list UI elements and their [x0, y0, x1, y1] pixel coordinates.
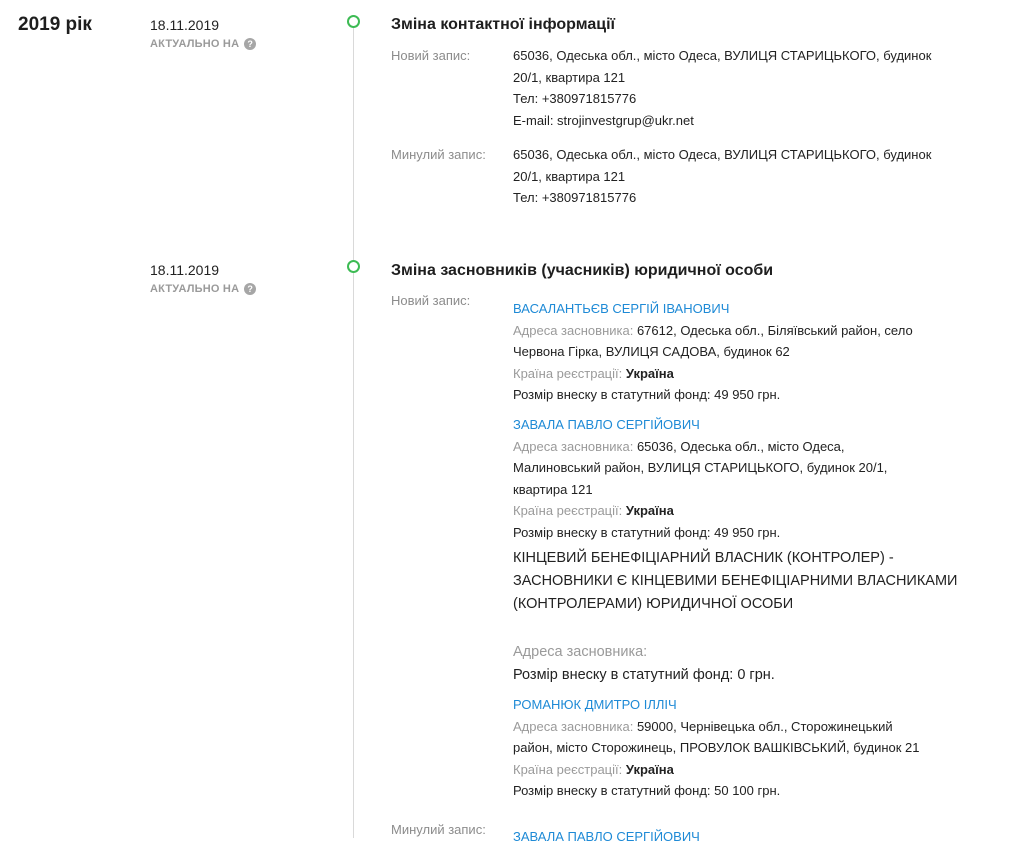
record-line: Тел: +380971815776 [513, 91, 637, 106]
address-label: Адреса засновника: [513, 438, 634, 454]
founder-name-link[interactable]: ЗАВАЛА ПАВЛО СЕРГІЙОВИЧ [513, 829, 700, 844]
record-line: 65036, Одеська обл., місто Одеса, ВУЛИЦЯ СТАРИЦЬКОГО, будинок [513, 48, 932, 63]
founder-entry [513, 694, 973, 802]
timeline-dot [347, 15, 360, 28]
address-label: Адреса засновника: [513, 644, 648, 660]
founder-address [513, 716, 973, 738]
founder-contribution: Розмір внеску в статутний фонд: 49 950 грн. [513, 387, 781, 402]
beneficiary-details [513, 641, 973, 687]
country-value: Україна [625, 761, 674, 777]
beneficiary-line: КІНЦЕВИЙ БЕНЕФІЦІАРНИЙ ВЛАСНИК (КОНТРОЛЕР) - [513, 550, 894, 566]
timeline-line [353, 24, 354, 838]
country-label: Країна реєстрації: [513, 365, 623, 381]
address-value: 65036, Одеська обл., місто Одеса, [636, 438, 845, 454]
founder-contribution: Розмір внеску в статутний фонд: 49 950 грн. [513, 524, 781, 540]
address-value: 67612, Одеська обл., Біляївський район, село [636, 322, 913, 338]
founder-country [513, 500, 973, 522]
address-value: район, місто Сторожинець, ПРОВУЛОК ВАШКІВСЬКИЙ, будинок 21 [513, 740, 920, 755]
old-record-label: Минулий запис: [391, 147, 486, 162]
address-value: квартира 121 [513, 481, 593, 497]
address-value: Малиновський район, ВУЛИЦЯ СТАРИЦЬКОГО, будинок 20/1, [513, 460, 888, 475]
actual-on-text: АКТУАЛЬНО НА [150, 38, 240, 50]
beneficiary-line: (КОНТРОЛЕРАМИ) ЮРИДИЧНОЇ ОСОБИ [513, 596, 794, 612]
record-line: Тел: +380971815776 [513, 190, 637, 205]
address-label: Адреса засновника: [513, 718, 634, 734]
old-record-value [513, 144, 973, 209]
new-record-label: Новий запис: [391, 293, 471, 308]
actual-on-text: АКТУАЛЬНО НА [150, 283, 240, 295]
help-icon[interactable]: ? [244, 283, 256, 295]
founder-entry [513, 826, 973, 848]
record-line: E-mail: strojinvestgrup@ukr.net [513, 112, 694, 128]
founder-name-link[interactable]: РОМАНЮК ДМИТРО ІЛЛІЧ [513, 697, 677, 712]
record-line: 20/1, квартира 121 [513, 168, 626, 184]
beneficiary-contribution: Розмір внеску в статутний фонд: 0 грн. [513, 667, 775, 683]
founder-address [513, 320, 973, 342]
country-value: Україна [625, 365, 674, 381]
founder-entry [513, 414, 973, 543]
country-label: Країна реєстрації: [513, 761, 623, 777]
event-date: 18.11.2019 [150, 17, 220, 33]
founder-name-link[interactable]: ЗАВАЛА ПАВЛО СЕРГІЙОВИЧ [513, 417, 700, 432]
new-record-value [513, 45, 973, 131]
founder-country [513, 363, 973, 385]
actual-on-label [150, 38, 256, 50]
help-icon[interactable]: ? [244, 38, 256, 50]
founder-address [513, 436, 973, 458]
address-value: 59000, Чернівецька обл., Сторожинецький [636, 718, 893, 734]
year-heading: 2019 рік [18, 14, 92, 35]
country-label: Країна реєстрації: [513, 503, 623, 518]
event-title: Зміна засновників (учасників) юридичної особи [391, 262, 774, 279]
founder-contribution: Розмір внеску в статутний фонд: 50 100 грн. [513, 783, 781, 798]
address-value: Червона Гірка, ВУЛИЦЯ САДОВА, будинок 62 [513, 344, 790, 359]
beneficiary-line: ЗАСНОВНИКИ Є КІНЦЕВИМИ БЕНЕФІЦІАРНИМИ ВЛАСНИКАМИ [513, 573, 958, 589]
beneficiary-block [513, 547, 973, 616]
event-date: 18.11.2019 [150, 262, 220, 278]
address-label: Адреса засновника: [513, 322, 634, 338]
event-title: Зміна контактної інформації [391, 16, 616, 33]
record-line: 20/1, квартира 121 [513, 69, 626, 85]
record-line: 65036, Одеська обл., місто Одеса, ВУЛИЦЯ СТАРИЦЬКОГО, будинок [513, 147, 932, 162]
old-record-label: Минулий запис: [391, 822, 486, 837]
actual-on-label [150, 283, 256, 295]
new-record-label: Новий запис: [391, 48, 471, 63]
country-value: Україна [625, 503, 674, 518]
timeline-dot [347, 260, 360, 273]
founder-country [513, 759, 973, 781]
founder-name-link[interactable]: ВАСАЛАНТЬЄВ СЕРГІЙ ІВАНОВИЧ [513, 301, 730, 316]
founder-entry [513, 298, 973, 406]
